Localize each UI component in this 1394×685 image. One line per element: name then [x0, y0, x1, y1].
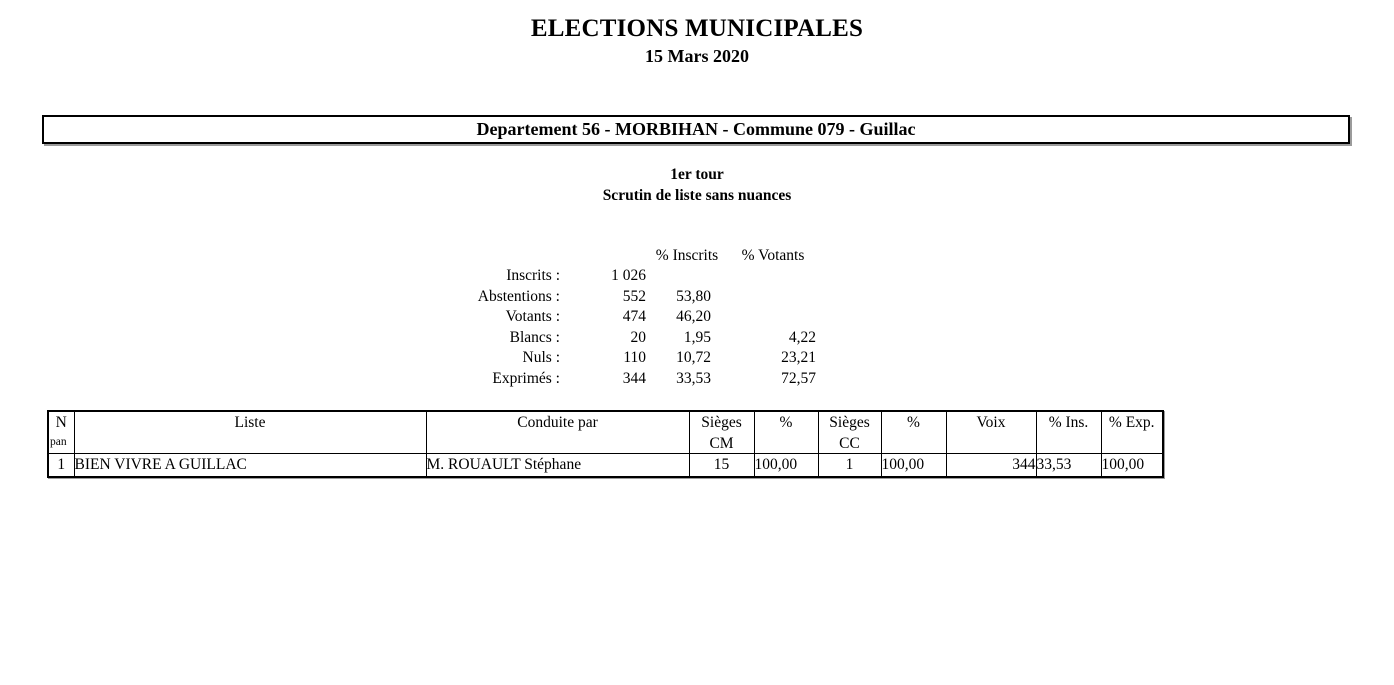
stats-pct-inscrits: 33,53 [676, 369, 711, 387]
page-date: 15 Mars 2020 [645, 46, 749, 66]
stats-value: 552 [622, 287, 646, 305]
cell-liste: BIEN VIVRE A GUILLAC [74, 454, 426, 477]
stats-pct-inscrits: 10,72 [676, 349, 711, 367]
stats-label: Blancs : [509, 328, 560, 346]
cell-num-panneau: 1 [48, 454, 74, 477]
col-header-sieges-cc: Sièges CC [818, 411, 881, 454]
stats-header-spacer [560, 245, 646, 266]
stats-pct-inscrits: 46,20 [676, 308, 711, 326]
cell-pct-ins: 33,53 [1036, 454, 1101, 477]
col-header-liste: Liste [74, 411, 426, 454]
col-header-pct-ins: % Ins. [1036, 411, 1101, 454]
stats-value: 110 [623, 349, 646, 367]
stats-value: 20 [630, 328, 646, 346]
stats-label: Votants : [505, 308, 560, 326]
stats-pct-votants: 4,22 [788, 328, 816, 346]
col-header-voix: Voix [946, 411, 1036, 454]
stats-row-abstentions [385, 287, 818, 308]
stats-pct-votants: 23,21 [781, 349, 816, 367]
stats-row-blancs [385, 328, 818, 349]
stats-pct-inscrits: 53,80 [676, 287, 711, 305]
stats-label: Exprimés : [492, 369, 560, 387]
col-header-pct-cc: % [881, 411, 946, 454]
cell-sieges-cc: 1 [818, 454, 881, 477]
cell-pct-cc: 100,00 [881, 454, 946, 477]
department-header-text: Departement 56 - MORBIHAN - Commune 079 - Guillac [476, 119, 916, 139]
col-header-pct-cm: % [754, 411, 818, 454]
stats-value: 344 [622, 369, 646, 387]
stats-pct-votants [728, 287, 818, 308]
stats-pct-votants [728, 307, 818, 328]
stats-col-header-pct-inscrits: % Inscrits [655, 246, 719, 264]
stats-header-row [385, 245, 818, 266]
cell-conduite-par: M. ROUAULT Stéphane [426, 454, 689, 477]
results-header-row [48, 411, 1163, 454]
col-header-pct-exp: % Exp. [1101, 411, 1163, 454]
cell-sieges-cm: 15 [689, 454, 754, 477]
col-header-num-line1: N [55, 414, 67, 431]
stats-pct-inscrits [646, 266, 728, 287]
cell-pct-exp: 100,00 [1101, 454, 1163, 477]
cell-voix: 344 [946, 454, 1036, 477]
stats-value: 474 [622, 308, 646, 326]
page-title: ELECTIONS MUNICIPALES [530, 15, 864, 42]
col-header-conduite-par: Conduite par [426, 411, 689, 454]
results-table [47, 410, 1164, 478]
cell-pct-cm: 100,00 [754, 454, 818, 477]
stats-header-spacer [385, 245, 560, 266]
round-subtitle: 1er tour [670, 166, 724, 183]
stats-label: Nuls : [522, 349, 560, 367]
col-header-num-panneau [48, 411, 74, 454]
stats-col-header-pct-votants: % Votants [741, 246, 805, 264]
col-header-sieges-cm: Sièges CM [689, 411, 754, 454]
stats-row-votants [385, 307, 818, 328]
stats-label: Abstentions : [477, 287, 560, 305]
stats-label: Inscrits : [506, 267, 560, 285]
ballot-type-subtitle: Scrutin de liste sans nuances [602, 187, 792, 204]
results-row [48, 454, 1163, 477]
stats-value: 1 026 [611, 267, 646, 285]
department-header-box [42, 115, 1350, 144]
stats-pct-votants [728, 266, 818, 287]
participation-stats-table [385, 245, 818, 389]
stats-pct-votants: 72,57 [781, 369, 816, 387]
stats-pct-inscrits: 1,95 [683, 328, 711, 346]
col-header-num-line2: pan [50, 435, 67, 448]
stats-row-inscrits [385, 266, 818, 287]
stats-row-nuls [385, 348, 818, 369]
stats-row-exprimes [385, 369, 818, 390]
